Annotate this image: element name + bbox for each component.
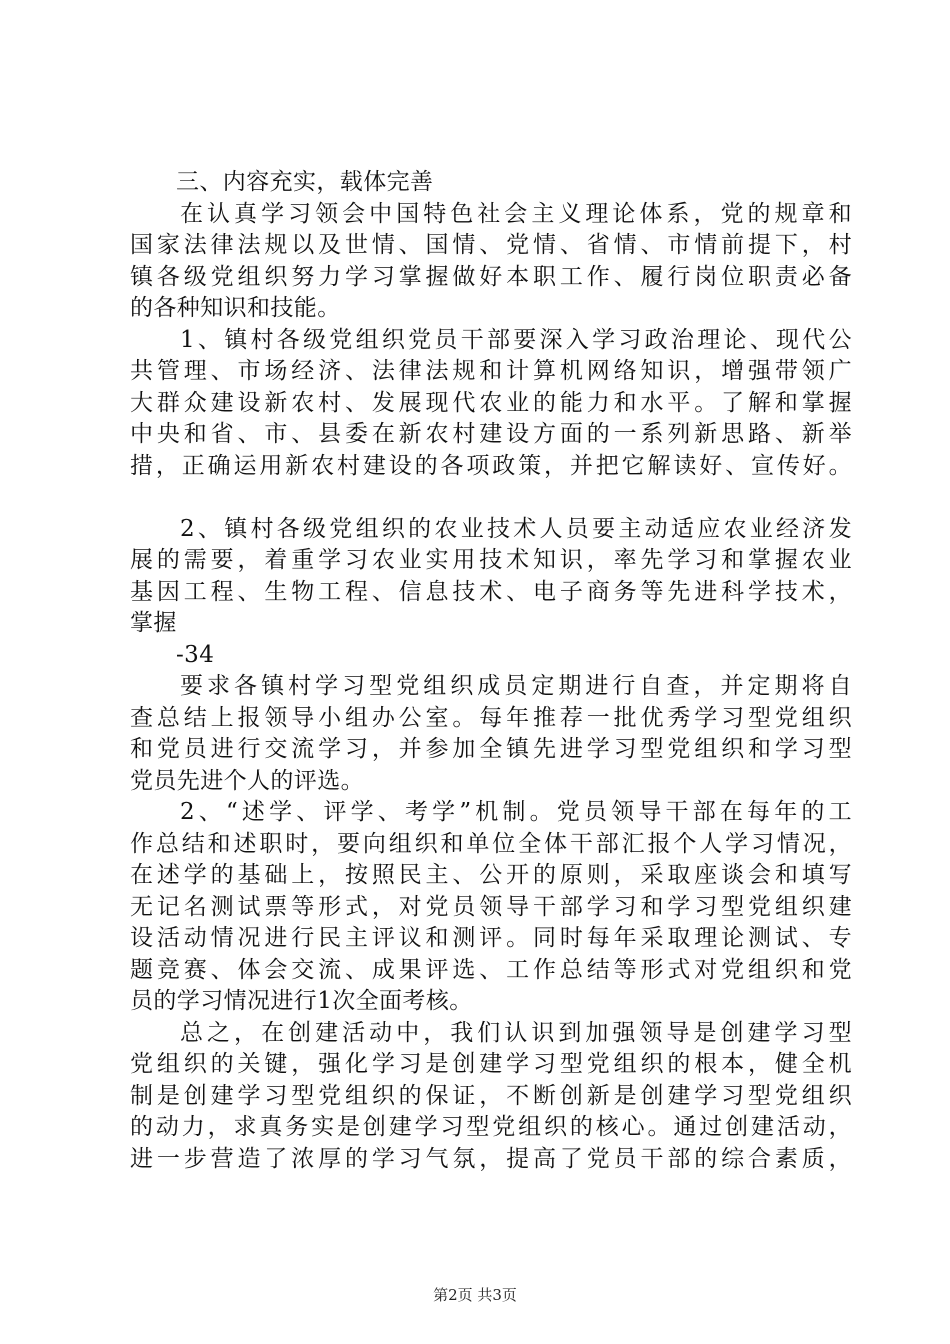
text-line: 大群众建设新农村、发展现代农业的能力和水平。了解和掌握 [130,389,852,416]
text-line: 中央和省、市、县委在新农村建设方面的一系列新思路、新举 [130,421,852,447]
text-line: 设活动情况进行民主评议和测评。同时每年采取理论测试、专 [130,925,852,951]
text-line: 掌握 [130,610,177,636]
text-line: 在述学的基础上，按照民主、公开的原则，采取座谈会和填写 [130,862,852,888]
text-line: 2、“述学、评学、考学”机制。党员领导干部在每年的工 [180,799,852,825]
blank-line [130,482,852,514]
text-line: 要求各镇村学习型党组织成员定期进行自查，并定期将自 [180,673,852,699]
text-line: 展的需要，着重学习农业实用技术知识，率先学习和掌握农业 [130,547,852,573]
text-line: 镇各级党组织努力学习掌握做好本职工作、履行岗位职责必备 [130,263,852,290]
text-line: 2、镇村各级党组织的农业技术人员要主动适应农业经济发 [180,515,852,542]
text-line: 共管理、市场经济、法律法规和计算机网络知识，增强带领广 [130,358,852,384]
text-line: 查总结上报领导小组办公室。每年推荐一批优秀学习型党组织 [130,704,852,731]
text-line: 国家法律法规以及世情、国情、党情、省情、市情前提下，村 [130,232,852,258]
text-line: 三、内容充实，载体完善 [176,169,434,195]
text-line: 党组织的关键，强化学习是创建学习型党组织的根本，健全机 [130,1051,852,1077]
text-line: 无记名测试票等形式，对党员领导干部学习和学习型党组织建 [130,893,852,920]
text-line: 的动力，求真务实是创建学习型党组织的核心。通过创建活动， [130,1114,852,1140]
page-footer: 第2页 共3页 [433,1286,517,1304]
text-line: 制是创建学习型党组织的保证，不断创新是创建学习型党组织 [130,1082,852,1109]
text-line: 作总结和述职时，要向组织和单位全体干部汇报个人学习情况， [130,830,852,857]
text-line: 基因工程、生物工程、信息技术、电子商务等先进科学技术， [130,578,852,605]
text-line: 题竞赛、体会交流、成果评选、工作总结等形式对党组织和党 [130,956,852,983]
document-body [130,167,852,1175]
text-line: 的各种知识和技能。 [130,295,341,321]
text-line: 措，正确运用新农村建设的各项政策，并把它解读好、宣传好。 [130,452,852,479]
text-line: 1、镇村各级党组织党员干部要深入学习政治理论、现代公 [180,326,852,353]
text-line: 进一步营造了浓厚的学习气氛，提高了党员干部的综合素质， [130,1145,852,1172]
text-line: 和党员进行交流学习，并参加全镇先进学习型党组织和学习型 [130,736,852,762]
text-line: 总之，在创建活动中，我们认识到加强领导是创建学习型 [180,1019,852,1046]
text-line: -34 [176,641,215,668]
text-line: 员的学习情况进行1次全面考核。 [130,988,473,1014]
text-line: 在认真学习领会中国特色社会主义理论体系，党的规章和 [180,200,852,227]
text-line: 党员先进个人的评选。 [130,767,364,794]
